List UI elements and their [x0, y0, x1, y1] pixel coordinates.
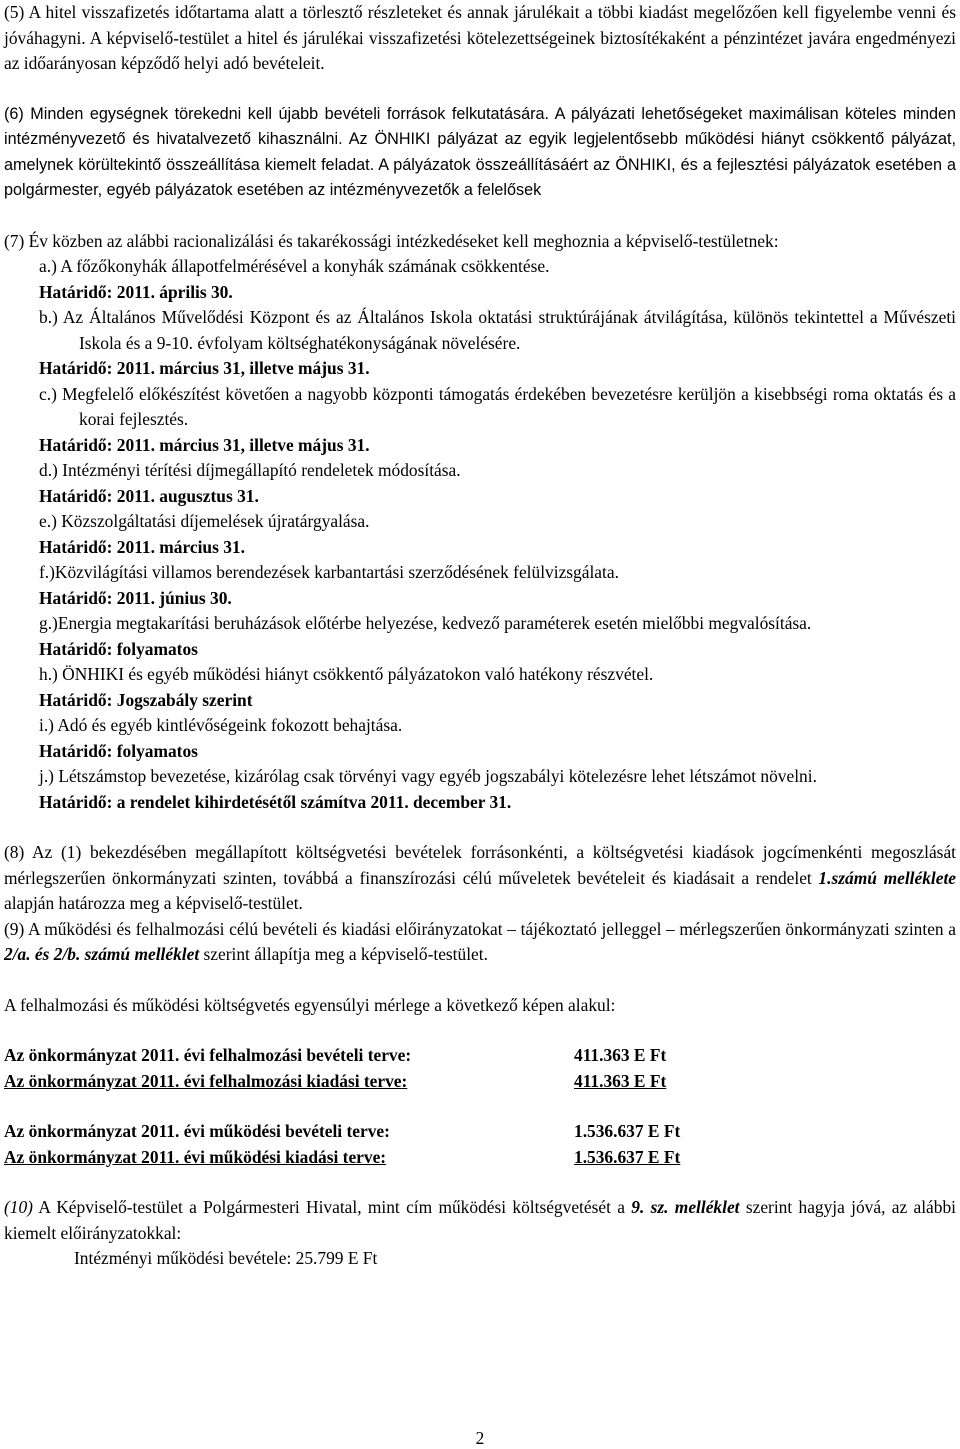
- balance-row: [4, 1069, 680, 1095]
- paragraph-8-text-1: (8) Az (1) bekezdésében megállapított költségvetési bevételek forrásonkénti, a költségvetési kiadások jogcímenkénti megoszlását mérlegszerűen önkormányzati szinten, továbbá a finanszírozási célú műveletek bevételeit és kiadásait a rendelet: [4, 842, 956, 888]
- deadline-i: Határidő: folyamatos: [39, 740, 198, 761]
- page-number: 2: [475, 1428, 485, 1448]
- item-f: f.)Közvilágítási villamos berendezések karbantartási szerződésének felülvizsgálata.: [39, 562, 619, 582]
- paragraph-8: [4, 840, 956, 917]
- item-a: a.) A főzőkonyhák állapotfelmérésével a konyhák számának csökkentése.: [39, 256, 550, 276]
- paragraph-10-annex-ref: 9. sz. melléklet: [631, 1197, 740, 1217]
- paragraph-10-line: Intézményi működési bevétele: 25.799 E Ft: [74, 1248, 378, 1268]
- paragraph-9: [4, 917, 956, 968]
- item-g: g.)Energia megtakarítási beruházások előtérbe helyezése, kedvező paraméterek esetén mielőbbi megvalósítása.: [39, 613, 812, 633]
- balance-value: 1.536.637 E Ft: [574, 1146, 681, 1167]
- balance-label: Az önkormányzat 2011. évi működési kiadási terve:: [4, 1146, 387, 1167]
- item-i: i.) Adó és egyéb kintlévőségeink fokozott behajtása.: [39, 715, 403, 735]
- item-c: c.) Megfelelő előkészítést követően a nagyobb központi támogatás érdekében bevezetésre kerüljön a kisebbségi roma oktatás és a korai fejlesztés.: [39, 383, 956, 429]
- balance-row: [4, 1145, 680, 1171]
- item-b: b.) Az Általános Művelődési Központ és az Általános Iskola oktatási struktúrájának átvilágítása, különös tekintettel a Művészeti Iskola és a 9-10. évfolyam költséghatékonyságának növelésére.: [39, 307, 956, 353]
- item-e: e.) Közszolgáltatási díjemelések újratárgyalása.: [39, 511, 370, 531]
- document-page: [4, 0, 956, 1272]
- balance-table: [4, 1043, 680, 1170]
- paragraph-9-annex-ref: 2/a. és 2/b. számú melléklet: [4, 944, 200, 964]
- deadline-e: Határidő: 2011. március 31.: [39, 536, 245, 557]
- balance-intro: A felhalmozási és működési költségvetés egyensúlyi mérlege a következő képen alakul:: [4, 994, 616, 1015]
- paragraph-5: (5) A hitel visszafizetés időtartama alatt a törlesztő részleteket és annak járulékait a többi kiadást megelőzően kell figyelembe venni és jóváhagyni. A képviselő-testület a hitel és járulékai visszafizetési kötelezettségeinek biztosítékaként a pénzintézet javára engedményezi az időarányosan képződő helyi adó bevételeit.: [4, 2, 956, 73]
- deadline-c: Határidő: 2011. március 31, illetve május 31.: [39, 434, 370, 455]
- paragraph-8-annex-ref: 1.számú melléklete: [818, 867, 956, 888]
- item-d: d.) Intézményi térítési díjmegállapító rendeletek módosítása.: [39, 460, 461, 480]
- balance-label: Az önkormányzat 2011. évi felhalmozási bevételi terve:: [4, 1045, 412, 1065]
- balance-label: Az önkormányzat 2011. évi működési bevételi terve:: [4, 1121, 390, 1141]
- deadline-d: Határidő: 2011. augusztus 31.: [39, 485, 259, 506]
- deadline-f: Határidő: 2011. június 30.: [39, 587, 232, 608]
- balance-row: [4, 1043, 680, 1069]
- paragraph-9-text-1: (9) A működési és felhalmozási célú bevételi és kiadási előirányzatokat – tájékoztató jelleggel – mérlegszerűen önkormányzati szinten a: [4, 918, 956, 939]
- item-j: j.) Létszámstop bevezetése, kizárólag csak törvényi vagy egyéb jogszabályi kötelezésre lehet létszámot növelni.: [39, 766, 817, 786]
- deadline-a: Határidő: 2011. április 30.: [39, 281, 233, 302]
- paragraph-9-text-2: szerint állapítja meg a képviselő-testület.: [199, 944, 488, 964]
- paragraph-8-text-2: alapján határozza meg a képviselő-testület.: [4, 893, 303, 913]
- balance-label: Az önkormányzat 2011. évi felhalmozási kiadási terve:: [4, 1070, 408, 1091]
- deadline-j: Határidő: a rendelet kihirdetésétől számítva 2011. december 31.: [39, 791, 512, 812]
- paragraph-10-text-1: A Képviselő-testület a Polgármesteri Hivatal, mint cím működési költségvetését a: [32, 1197, 632, 1217]
- balance-value: 1.536.637 E Ft: [574, 1121, 681, 1141]
- paragraph-6: (6) Minden egységnek törekedni kell újabb bevételi források felkutatására. A pályázati lehetőségeket maximálisan köteles minden intézményvezető és hivatalvezető kihasználni. Az ÖNHIKI pályázat az egyik legjelentősebb működési hiányt csökkentő pályázat, amelynek körültekintő összeállítása kiemelt feladat. A pályázatok összeállításáért az ÖNHIKI, és a fejlesztési pályázatok esetében a polgármester, egyéb pályázatok esetében az intézményvezetők a felelősek: [4, 104, 956, 199]
- item-h: h.) ÖNHIKI és egyéb működési hiányt csökkentő pályázatokon való hatékony részvétel.: [39, 664, 654, 684]
- paragraph-10-number: (10): [4, 1197, 33, 1217]
- balance-row: [4, 1119, 680, 1145]
- balance-value: 411.363 E Ft: [574, 1070, 667, 1091]
- deadline-h: Határidő: Jogszabály szerint: [39, 689, 253, 710]
- paragraph-10: [4, 1195, 956, 1246]
- balance-value: 411.363 E Ft: [574, 1045, 667, 1065]
- paragraph-10-text-2: szerint hagyja jóvá, az alábbi kiemelt előirányzatokkal:: [4, 1197, 957, 1243]
- deadline-g: Határidő: folyamatos: [39, 638, 198, 659]
- paragraph-7-intro: (7) Év közben az alábbi racionalizálási és takarékossági intézkedéseket kell meghoznia a képviselő-testületnek:: [4, 230, 779, 251]
- deadline-b: Határidő: 2011. március 31, illetve május 31.: [39, 358, 370, 378]
